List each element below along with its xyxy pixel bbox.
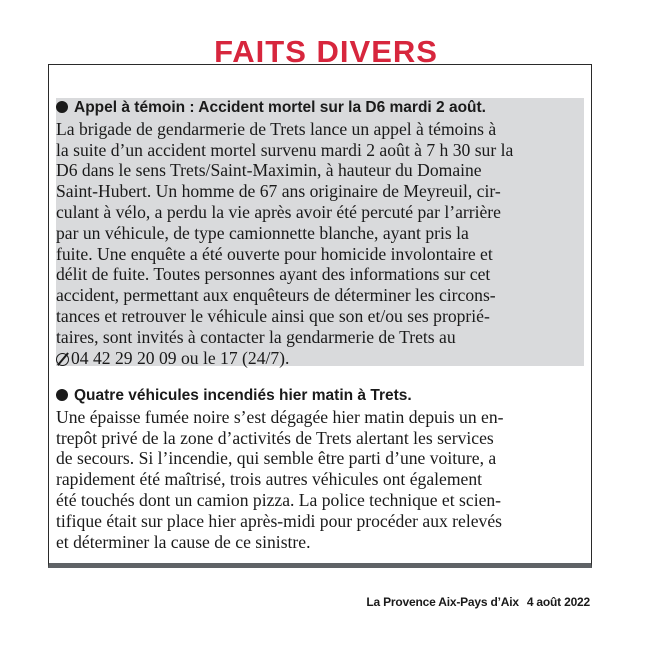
body-line: D6 dans le sens Trets/Saint-Maximin, à hauteur du Domaine xyxy=(56,160,482,181)
credit-source: La Provence Aix-Pays d’Aix xyxy=(366,595,519,609)
body-line: et déterminer la cause de ce sinistre. xyxy=(56,531,311,552)
body-line: trepôt privé de la zone d’activités de Trets alertant les services xyxy=(56,427,494,448)
body-line: par un véhicule, de type camionnette blanche, ayant pris la xyxy=(56,222,469,243)
body-line: taires, sont invités à contacter la gendarmerie de Trets au xyxy=(56,326,456,347)
body-line: été touchés dont un camion pizza. La police technique et scien- xyxy=(56,489,502,510)
headline-text: Quatre véhicules incendiés hier matin à Trets. xyxy=(74,387,412,404)
section-title: FAITS DIVERS xyxy=(214,34,438,69)
body-line: culant à vélo, a perdu la vie après avoir été percuté par l’arrière xyxy=(56,201,501,222)
article-witness-appeal xyxy=(56,98,584,366)
headline-text: Appel à témoin : Accident mortel sur la D6 mardi 2 août. xyxy=(74,99,486,116)
bullet-icon xyxy=(56,389,68,401)
source-credit xyxy=(366,595,590,609)
phone-icon xyxy=(56,353,69,366)
body-line: de secours. Si l’incendie, qui semble être parti d’une voiture, a xyxy=(56,448,497,469)
body-line: tances et retrouver le véhicule ainsi que son et/ou ses proprié- xyxy=(56,305,490,326)
body-line: Saint-Hubert. Un homme de 67 ans originaire de Meyreuil, cir- xyxy=(56,181,501,202)
phone-line xyxy=(56,348,584,369)
body-line: accident, permettant aux enquêteurs de déterminer les circons- xyxy=(56,285,496,306)
body-line: tifique était sur place hier après-midi pour procéder aux relevés xyxy=(56,510,503,531)
body-line: fuite. Une enquête a été ouverte pour homicide involontaire et xyxy=(56,243,493,264)
bullet-icon xyxy=(56,101,68,113)
credit-date: 4 août 2022 xyxy=(526,595,590,609)
body-line: délit de fuite. Toutes personnes ayant des informations sur cet xyxy=(56,264,491,285)
body-line: la suite d’un accident mortel survenu mardi 2 août à 7 h 30 sur la xyxy=(56,139,514,160)
body-line: Une épaisse fumée noire s’est dégagée hier matin depuis un en- xyxy=(56,406,504,427)
article-headline xyxy=(56,386,584,407)
article-headline xyxy=(56,98,584,119)
body-line: rapidement été maîtrisé, trois autres véhicules ont également xyxy=(56,469,483,490)
article-vehicle-fire xyxy=(56,386,584,552)
body-line: La brigade de gendarmerie de Trets lance un appel à témoins à xyxy=(56,118,497,139)
phone-number: 04 42 29 20 09 ou le 17 (24/7). xyxy=(71,347,290,368)
